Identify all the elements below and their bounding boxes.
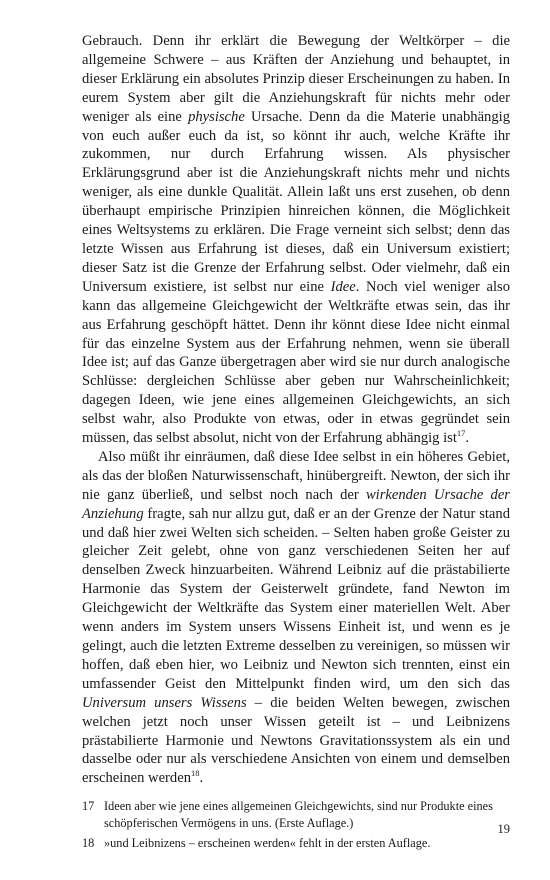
footnote-ref-18[interactable]: 18: [191, 768, 200, 779]
emphasis-text: Universum unsers Wissens: [82, 694, 247, 711]
footnote-number: 18: [82, 835, 95, 850]
text-run: fragte, sah nur allzu gut, daß er an der Grenze der Natur stand und daß hier zwei Welten sich scheiden. – Selten haben große Geister zu gleicher Zeit gelebt, ohne von ganz verschiedenen Seiten her auf denselben Zweck hinzuarbeiten. Während Leibniz auf die prästabilierte Harmonie das System der Geisterwelt gründete, fand Newton im Gleichgewicht der Weltkräfte das System einer materiellen Welt. Aber wenn anders im System unsers Wissens Einheit ist, und wenn es je gelingt, auch die letzten Extreme desselben zu vereinigen, so müssen wir hoffen, daß eben hier, wo Leibniz und Newton sich trennten, einst ein umfassender Geist den Mittelpunkt finden wird, um den sich das: [82, 505, 510, 692]
text-run: . Noch viel weniger also kann das allgemeine Gleichgewicht der Weltkräfte etwas sein, das ihr aus Erfahrung geschöpft hättet. Denn ihr könnt diese Idee nicht einmal für das einzelne System aus der Erfahrung nehmen, wenn sie überall Idee ist; auf das Ganze übergetragen aber wird sie nur durch analogische Schlüsse: dergleichen Schlüsse aber geben nur Wahrscheinlichkeit; dagegen Ideen, wie jene eines allgemeinen Gleichgewichts, an sich selbst wahr, also Produkte von etwas, oder in etwas gegründet sein müssen, das selbst absolut, nicht von der Erfahrung abhängig ist: [82, 278, 510, 447]
text-run: – die beiden Welten bewegen, zwischen welchen jetzt noch unser Wissen geteilt ist – und Leibnizens prästabilierte Harmonie und Newtons Gravitationssystem als ein und dasselbe oder nur als verschiedene Ansichten von einem und demselben erscheinen werden: [82, 694, 510, 787]
footnote-18: [82, 835, 510, 852]
body-paragraph-2: [82, 448, 510, 788]
text-run: .: [465, 430, 470, 447]
footnote-17: [82, 798, 510, 832]
footnote-text: »und Leibnizens – erscheinen werden« fehlt in der ersten Auflage.: [104, 835, 431, 850]
page-number: 19: [497, 822, 510, 836]
body-paragraph-1: [82, 32, 510, 448]
emphasis-text: Idee: [330, 278, 356, 295]
text-run: Ursache. Denn da die Materie unabhängig von euch außer euch da ist, so könnt ihr auch, welche Kräfte ihr zukommen, nur durch Erfahrung wissen. Als physischer Erklärungsgrund aber ist die Anziehungskraft nichts mehr und nichts weniger, als eine dunkle Qualität. Allein laßt uns erst zusehen, ob denn überhaupt empirische Prinzipien hinreichen können, die Möglichkeit eines Weltsystems zu erklären. Die Frage verneint sich selbst; denn das letzte Wissen aus Erfahrung ist dieses, daß ein Universum existiert; dieser Satz ist die Grenze der Erfahrung selbst. Oder vielmehr, daß ein Universum existiere, ist selbst nur eine: [82, 108, 511, 295]
footnote-text: Ideen aber wie jene eines allgemeinen Gleichgewichts, sind nur Produkte eines schöpferischen Vermögens in uns. (Erste Auflage.): [104, 799, 493, 831]
footnote-ref-17[interactable]: 17: [456, 428, 466, 439]
footnotes-section: [82, 798, 510, 851]
footnote-number: 17: [82, 799, 95, 814]
text-run: Also müßt ihr einräumen, daß diese Idee selbst in ein höheres Gebiet, als das der bloßen Naturwissenschaft, hinübergreift. Newton, der sich ihr nie ganz überließ, und selbst noch nach der: [82, 448, 510, 503]
text-run: Gebrauch. Denn ihr erklärt die Bewegung der Weltkörper – die allgemeine Schwere – aus Kräften der Anziehung und behauptet, in dieser Erklärung ein absolutes Prinzip dieser Erscheinungen zu haben. In eurem System aber gilt die Anziehungskraft für nichts mehr oder weniger als eine: [82, 33, 510, 125]
text-run: .: [199, 770, 204, 787]
book-page: [82, 32, 510, 855]
emphasis-text: physische: [188, 108, 245, 125]
emphasis-text: wirkenden Ursache der Anziehung: [82, 486, 510, 522]
